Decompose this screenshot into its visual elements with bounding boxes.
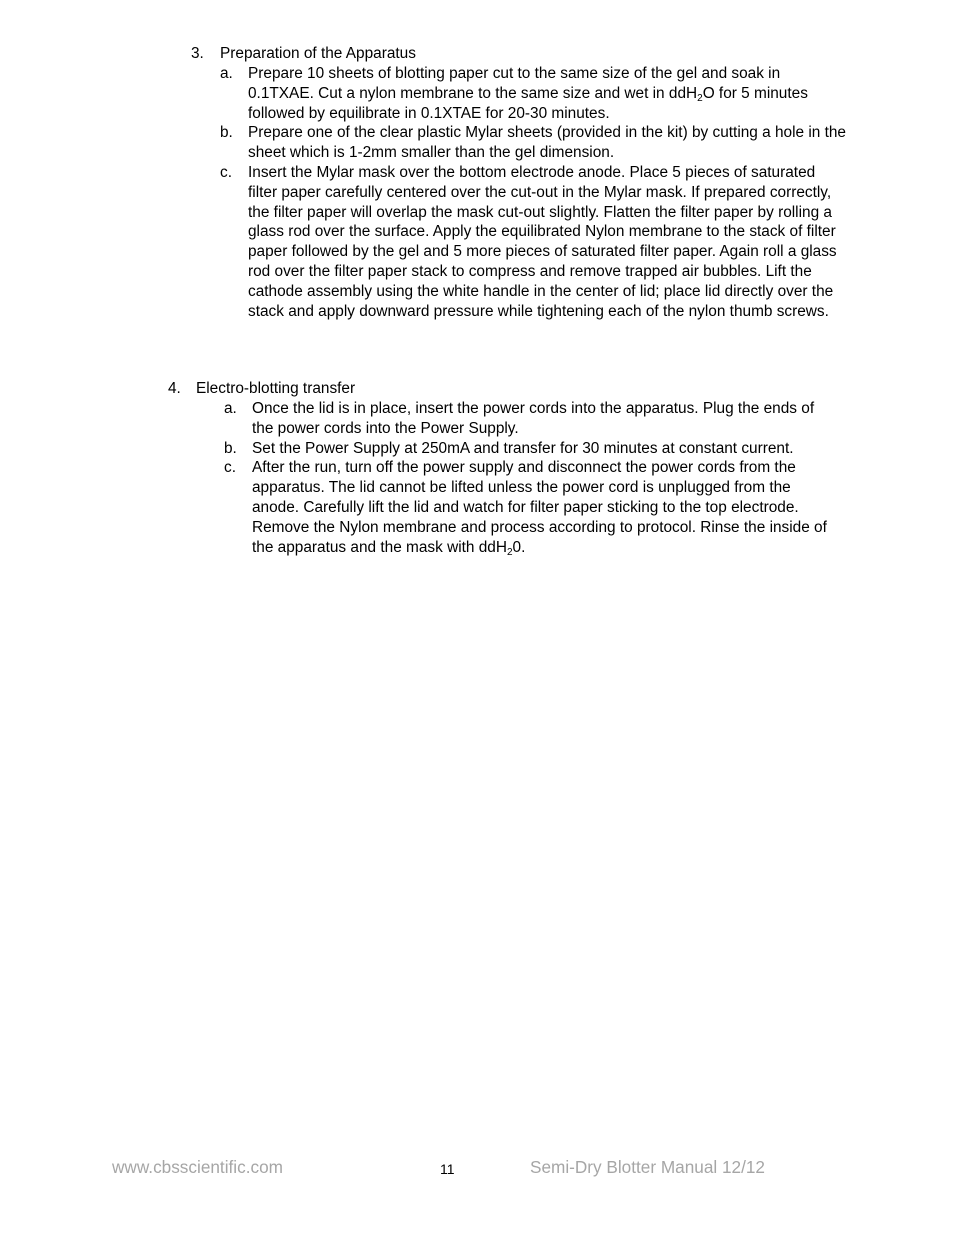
- step-list: [224, 399, 838, 557]
- item-text: Once the lid is in place, insert the power cords into the apparatus. Plug the ends of the power cords into the Power Supply.: [252, 400, 815, 437]
- item-letter: c.: [220, 163, 232, 181]
- list-item: [224, 458, 838, 557]
- list-item: [220, 64, 846, 123]
- section-heading: Electro-blotting transfer: [196, 380, 356, 397]
- footer-website: www.cbsscientific.com: [112, 1157, 283, 1177]
- item-text: Set the Power Supply at 250mA and transfer for 30 minutes at constant current.: [252, 439, 794, 457]
- item-text: Prepare 10 sheets of blotting paper cut to the same size of the gel and soak in 0.1TXAE. Cut a nylon membrane to the same size and wet in ddH$_2$O for 5 minutes followed by equilibrate in 0.1XTAE for 20-30 minutes.: [248, 65, 808, 122]
- subscript: 2: [506, 546, 513, 558]
- page-number: 11: [440, 1161, 455, 1177]
- item-text: Prepare one of the clear plastic Mylar sheets (provided in the kit) by cutting a hole in the sheet which is 1-2mm smaller than the gel dimension.: [248, 124, 846, 162]
- section-heading: Preparation of the Apparatus: [220, 45, 416, 62]
- list-item: [224, 439, 838, 459]
- list-item: [220, 123, 846, 163]
- item-letter: c.: [224, 459, 236, 477]
- item-letter: a.: [220, 65, 233, 82]
- list-item: [224, 399, 838, 439]
- item-text: Insert the Mylar mask over the bottom electrode anode. Place 5 pieces of saturated filter paper carefully centered over the cut-out in the Mylar mask. If prepared correctly, the filter paper will overlap the mask cut-out slightly. Flatten the filter paper by rolling a glass rod over the surface. Apply the equilibrated Nylon membrane to the stack of filter paper followed by the gel and 5 more pieces of saturated filter paper. Again roll a glass rod over the filter paper stack to compress and remove trapped air bubbles. Lift the cathode assembly using the white handle in the center of lid; place lid directly over the stack and apply downward pressure while tightening each of the nylon thumb screws.: [248, 163, 837, 320]
- list-item: [220, 163, 846, 321]
- section-number: 3.: [191, 45, 204, 62]
- item-text: After the run, turn off the power supply and disconnect the power cords from the apparatus. The lid cannot be lifted unless the power cord is unplugged from the anode. Carefully lift the lid and watch for filter paper sticking to the top electrode. Remove the Nylon membrane and process according to protocol. Rinse the inside of the apparatus and the mask with ddH$_2$0.: [252, 459, 827, 558]
- section-number: 4.: [168, 380, 181, 397]
- subscript: 2: [697, 92, 703, 104]
- footer-manual-title: Semi-Dry Blotter Manual 12/12: [530, 1157, 765, 1177]
- item-letter: b.: [224, 439, 237, 457]
- step-list: [220, 64, 846, 321]
- item-letter: a.: [224, 400, 237, 417]
- item-letter: b.: [220, 124, 233, 142]
